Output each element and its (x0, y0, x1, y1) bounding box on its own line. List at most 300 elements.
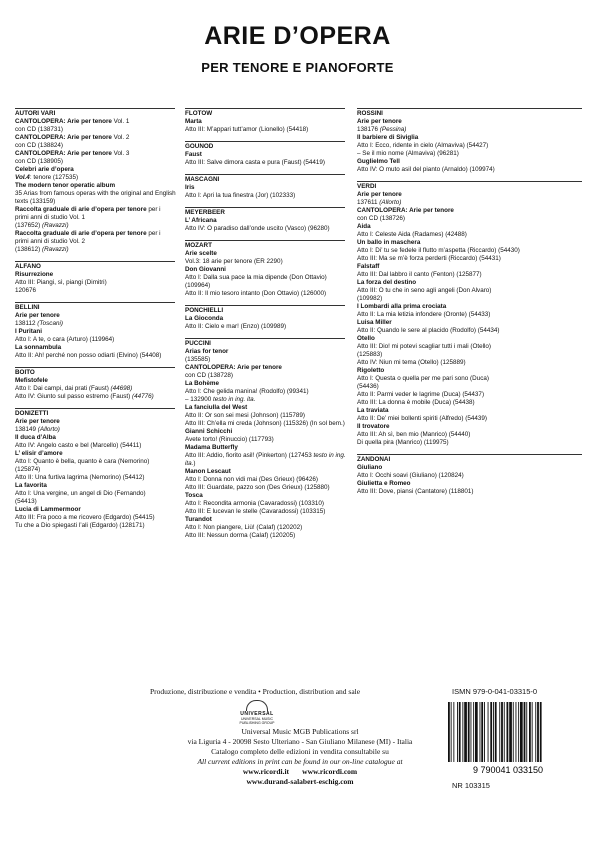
composer-section (15, 367, 175, 401)
catalogue-text: primi anni di studio Vol. 1 (15, 214, 86, 221)
barcode-bar (526, 702, 527, 762)
barcode-bar (459, 702, 461, 762)
catalogue-line (15, 287, 175, 295)
catalogue-text: Vol.3: 18 arie per tenore (ER 2290) (185, 258, 283, 265)
catalogue-text: I Puritani (15, 328, 42, 335)
catalogue-line (357, 295, 582, 303)
catalogue-text: Atto III: La donna è mobile (Duca) (54438) (357, 399, 475, 406)
catalogue-text: Atto III: Ma se m’è forza perderti (Riccardo) (54431) (357, 255, 501, 262)
column-1 (15, 106, 175, 537)
catalogue-line (15, 118, 175, 126)
catalogue-text: 138149 (15, 426, 38, 433)
catalogue-text: Lucia di Lammermoor (15, 506, 81, 513)
catalogue-text: Atto IV: O muto asil del pianto (Arnaldo) (109974) (357, 166, 495, 173)
barcode-bar (499, 702, 500, 762)
barcode-bar (507, 702, 509, 762)
catalogue-text: Luisa Miller (357, 319, 392, 326)
catalogue-text: Raccolta graduale di arie d’opera per tenore (15, 206, 147, 213)
catalogue-line (357, 383, 582, 391)
catalogue-text: Atto III: Piangi, sì, piangi (Dimitri) (15, 279, 107, 286)
catalogue-line (357, 287, 582, 295)
catalogue-text: Atto I: Non piangere, Liù! (Calaf) (120202) (185, 524, 303, 531)
catalogue-line (357, 263, 582, 271)
catalogue-text: Tosca (185, 492, 203, 499)
barcode-bar (509, 702, 512, 762)
catalogue-line (357, 215, 582, 223)
catalogue-text: Il trovatore (357, 423, 390, 430)
barcode-bar (495, 702, 497, 762)
composer-section (185, 305, 345, 331)
catalogue-text: Arie scelte (185, 250, 217, 257)
catalogue-text: Marta (185, 118, 202, 125)
catalogue-line (185, 266, 345, 274)
catalogue-line (357, 134, 582, 142)
composer-section (185, 338, 345, 540)
catalogue-line (185, 364, 345, 372)
catalogue-text: (137652) (15, 222, 42, 229)
composer-name: GOUNOD (185, 141, 345, 151)
catalogue-line (357, 207, 582, 215)
barcode-bar (453, 702, 454, 762)
barcode (438, 700, 578, 775)
catalogue-line (357, 279, 582, 287)
catalogue-text: Atto I: Ecco, ridente in cielo (Almaviva) (54427) (357, 142, 489, 149)
catalogue-text: Celebri arie d’opera (15, 166, 74, 173)
catalogue-line (15, 426, 175, 434)
composer-name: AUTORI VARI (15, 108, 175, 118)
barcode-bar (535, 702, 536, 762)
catalogue-line (357, 359, 582, 367)
catalogue-text: Iris (185, 184, 195, 191)
composer-section (357, 454, 582, 496)
catalogue-line (357, 303, 582, 311)
catalogue-line (185, 192, 345, 200)
catalogue-line (357, 327, 582, 335)
barcode-bar (493, 702, 494, 762)
catalogue-text: Arie per tenore (357, 118, 402, 125)
composer-name: BOITO (15, 367, 175, 377)
catalogue-line (185, 436, 345, 444)
catalogue-text: CANTOLOPERA: Arie per tenore (15, 150, 112, 157)
composer-name: VERDI (357, 181, 582, 191)
catalogue-text: Atto IV: O paradiso dall’onde uscito (Vasco) (96280) (185, 225, 330, 232)
catalogue-line (357, 118, 582, 126)
catalogue-line (15, 134, 175, 142)
catalogue-text: Rigoletto (357, 367, 385, 374)
catalogue-text: Il duca d’Alba (15, 434, 56, 441)
catalogue-line (15, 158, 175, 166)
catalogue-text: Vol. 2 (111, 134, 130, 141)
catalogue-text: L’ elisir d’amore (15, 450, 63, 457)
barcode-bar (504, 702, 505, 762)
catalogue-line (15, 418, 175, 426)
catalogue-line (15, 450, 175, 458)
catalogue-text: (135585) (185, 356, 211, 363)
catalogue-line (15, 393, 175, 401)
catalogue-line (15, 312, 175, 320)
catalogue-text: Atto IV: Giunto sul passo estremo (Faust) (15, 393, 133, 400)
catalogue-line (357, 399, 582, 407)
catalogue-text: Atto I: Occhi soavi (Giuliano) (120824) (357, 472, 464, 479)
catalogue-text: (44776) (132, 393, 154, 400)
catalogue-line (185, 396, 345, 404)
catalogue-text: CANTOLOPERA: Arie per tenore (15, 118, 112, 125)
catalogue-text: Raccolta graduale di arie d’opera per tenore (15, 230, 147, 237)
catalogue-line (15, 336, 175, 344)
catalogue-line (15, 466, 175, 474)
catalogue-line (15, 506, 175, 514)
catalogue-text: con CD (138726) (357, 215, 405, 222)
catalogue-line (15, 328, 175, 336)
publisher-name: Universal Music MGB Publications srl (241, 727, 359, 736)
catalogue-line (15, 182, 175, 190)
catalogue-line (357, 431, 582, 439)
catalogue-text: (138612) (15, 246, 42, 253)
catalogue-text: (Ravazzi) (41, 246, 69, 253)
catalogue-text: Falstaff (357, 263, 380, 270)
catalogue-text: Atto III: Ah sì, ben mio (Manrico) (54440) (357, 431, 471, 438)
catalogue-text: Di quella pira (Manrico) (119975) (357, 439, 449, 446)
catalogue-text: (109982) (357, 295, 383, 302)
catalogue-text: (125883) (357, 351, 383, 358)
catalogue-line (185, 452, 345, 460)
barcode-bar (537, 702, 539, 762)
catalogue-line (357, 319, 582, 327)
barcode-bar (457, 702, 458, 762)
catalogue-line (357, 439, 582, 447)
catalogue-text: Atto IV: Angelo casto e bel (Marcello) (54411) (15, 442, 142, 449)
catalogue-text: Otello (357, 335, 375, 342)
catalogue-text: Atto I: Quanto è bella, quanto è cara (Nemorino) (15, 458, 150, 465)
catalogue-line (357, 126, 582, 134)
catalogue-line (185, 484, 345, 492)
catalogue-line (185, 468, 345, 476)
catalogue-text: Atto II: Parmi veder le lagrime (Duca) (54437) (357, 391, 485, 398)
composer-section (15, 408, 175, 530)
catalogue-text: Atto II: Una furtiva lagrima (Nemorino) (54412) (15, 474, 145, 481)
catalogue-line (185, 118, 345, 126)
catalogue-text: CANTOLOPERA: Arie per tenore (185, 364, 282, 371)
catalogue-line (357, 239, 582, 247)
catalogue-line (185, 250, 345, 258)
composer-name: ZANDONAI (357, 454, 582, 464)
catalogue-line (357, 199, 582, 207)
catalogue-line (357, 150, 582, 158)
catalogue-text: La traviata (357, 407, 389, 414)
catalogue-text: Atto I: Questa o quella per me pari sono (Duca) (357, 375, 489, 382)
barcode-bar (481, 702, 483, 762)
catalogue-text: Madama Butterfly (185, 444, 238, 451)
catalogue-text: (Pessina) (379, 126, 407, 133)
catalogue-text: Atto IV: Niun mi tema (Otello) (125889) (357, 359, 466, 366)
catalogue-line (357, 480, 582, 488)
catalogue-line (15, 214, 175, 222)
catalogue-text: Atto II: De’ miei bollenti spiriti (Alfredo) (54439) (357, 415, 487, 422)
publisher-address: via Liguria 4 - 20098 Sesto Ulteriano - San Giuliano Milanese (MI) - Italia (187, 737, 413, 746)
catalogue-text: Atto III: Dio! mi potevi scagliar tutti i mali (Otello) (357, 343, 492, 350)
catalogue-line (357, 142, 582, 150)
catalogue-text: Vol.4 (15, 174, 30, 181)
barcode-bar (480, 702, 481, 762)
catalogue-text: Atto III: O tu che in seno agli angeli (Don Alvaro) (357, 287, 492, 294)
catalogue-text: Vol. 1 (111, 118, 130, 125)
composer-section (185, 108, 345, 134)
logo-line-2: UNIVERSAL MUSIC PUBLISHING GROUP (239, 717, 275, 725)
catalogue-line (185, 388, 345, 396)
catalogue-text: Mefistofele (15, 377, 48, 384)
catalogue-line (357, 166, 582, 174)
catalogue-line (15, 377, 175, 385)
catalogue-line (357, 375, 582, 383)
catalogue-line (357, 271, 582, 279)
composer-name: DONIZETTI (15, 408, 175, 418)
catalogue-line (15, 142, 175, 150)
catalogue-line (185, 500, 345, 508)
barcode-bar (471, 702, 472, 762)
composer-section (357, 108, 582, 174)
catalogue-line (357, 367, 582, 375)
catalogue-line (15, 198, 175, 206)
barcode-bar (529, 702, 531, 762)
composer-section (185, 141, 345, 167)
catalogue-line (357, 223, 582, 231)
catalogue-line (357, 351, 582, 359)
catalogue-text: (125874) (15, 466, 41, 473)
catalogue-line (185, 404, 345, 412)
catalogue-line (357, 415, 582, 423)
catalogue-line (15, 434, 175, 442)
catalogue-text: La Gioconda (185, 315, 224, 322)
catalogue-line (357, 191, 582, 199)
catalogue-number: NR 103315 (452, 781, 490, 790)
barcode-bar (518, 702, 519, 762)
catalogue-line (15, 230, 175, 238)
composer-section (357, 181, 582, 447)
barcode-bar (462, 702, 463, 762)
catalogue-text: 137611 (357, 199, 380, 206)
catalogue-text: Atto III: Nessun dorma (Calaf) (120205) (185, 532, 296, 539)
catalogue-text: Turandot (185, 516, 212, 523)
barcode-bar (532, 702, 533, 762)
catalogue-text: Atto I: Di’ tu se fedele il flutto m’aspetta (Riccardo) (54430) (357, 247, 520, 254)
catalogue-line (15, 222, 175, 230)
catalogue-text: Atto I: Apri la tua finestra (Jor) (102333) (185, 192, 296, 199)
catalogue-line (185, 412, 345, 420)
catalogue-line (185, 372, 345, 380)
ismn-code: ISMN 979-0-041-03315-0 (452, 687, 538, 696)
catalogue-line (15, 498, 175, 506)
catalogue-text: Atto I: Recondita armonia (Cavaradossi) (103310) (185, 500, 324, 507)
catalogue-line (15, 150, 175, 158)
catalogue-text: (Allorto) (37, 426, 60, 433)
catalogue-line (357, 311, 582, 319)
catalogue-line (357, 407, 582, 415)
composer-name: FLOTOW (185, 108, 345, 118)
catalogue-line (15, 126, 175, 134)
catalogue-text: Arie per tenore (15, 418, 60, 425)
catalogue-it: Catalogo completo delle edizioni in vendita consultabile su (211, 747, 389, 756)
logo-line-1: UNIVERSAL (240, 711, 274, 717)
catalogue-text: The modern tenor operatic album (15, 182, 116, 189)
composer-name: MASCAGNI (185, 174, 345, 184)
website-urls: www.ricordi.it www.ricordi.com (242, 767, 358, 776)
publisher-block (150, 727, 450, 787)
catalogue-line (15, 474, 175, 482)
catalogue-text: (109964) (185, 282, 211, 289)
catalogue-text: (54413) (15, 498, 37, 505)
catalogue-text: Atto III: Dove, piansi (Cantatore) (118801) (357, 488, 474, 495)
catalogue-line (15, 206, 175, 214)
catalogue-text: (Allorto) (379, 199, 402, 206)
catalogue-text: testo in ing. (313, 452, 346, 459)
catalogue-line (185, 258, 345, 266)
universal-logo (237, 700, 277, 725)
catalogue-text: Atto III: M’appari tutt’amor (Lionello) (54418) (185, 126, 309, 133)
catalogue-text: Arias for tenor (185, 348, 229, 355)
barcode-bar (520, 702, 523, 762)
catalogue-line (357, 231, 582, 239)
catalogue-text: Tu che a Dio spiegasti l’ali (Edgardo) (128171) (15, 522, 145, 529)
catalogue-text: primi anni di studio Vol. 2 (15, 238, 86, 245)
catalogue-text: Avete torto! (Rinuccio) (117793) (185, 436, 274, 443)
catalogue-text: Manon Lescaut (185, 468, 231, 475)
catalogue-text: Atto III: Salve dimora casta e pura (Faust) (54419) (185, 159, 325, 166)
catalogue-text: 138176 (357, 126, 380, 133)
catalogue-line (185, 282, 345, 290)
catalogue-text: Aida (357, 223, 371, 230)
composer-name: ROSSINI (357, 108, 582, 118)
composer-name: ALFANO (15, 261, 175, 271)
catalogue-en: All current editions in print can be found in our on-line catalogue at (197, 757, 403, 766)
barcode-bar (448, 702, 450, 762)
catalogue-text: Risurrezione (15, 271, 54, 278)
catalogue-text: La Bohème (185, 380, 219, 387)
catalogue-line (185, 225, 345, 233)
catalogue-line (357, 335, 582, 343)
catalogue-text: con CD (138824) (15, 142, 63, 149)
catalogue-line (185, 356, 345, 364)
barcode-bar (475, 702, 478, 762)
catalogue-text: Atto II: Or son sei mesi (Johnson) (115789) (185, 412, 305, 419)
catalogue-line (15, 344, 175, 352)
catalogue-text: per i (146, 230, 161, 237)
composer-section (15, 108, 175, 254)
catalogue-line (15, 271, 175, 279)
column-2 (185, 106, 345, 547)
catalogue-line (15, 166, 175, 174)
catalogue-text: per i (146, 206, 161, 213)
catalogue-line (185, 159, 345, 167)
catalogue-text: con CD (138731) (15, 126, 63, 133)
catalogue-text: La fanciulla del West (185, 404, 248, 411)
catalogue-text: Atto I: Dalla sua pace la mia dipende (Don Ottavio) (185, 274, 327, 281)
catalogue-line (357, 158, 582, 166)
catalogue-line (185, 126, 345, 134)
catalogue-text: ) (193, 460, 196, 467)
catalogue-line (357, 247, 582, 255)
catalogue-line (15, 514, 175, 522)
catalogue-text: Atto II: La mia letizia infondere (Oronte) (54433) (357, 311, 491, 318)
catalogue-text: Atto II: Ah! perché non posso odiarti (Elvino) (54408) (15, 352, 162, 359)
catalogue-line (185, 524, 345, 532)
catalogue-text: Vol. 3 (111, 150, 130, 157)
catalogue-text: – Se il mio nome (Almaviva) (96281) (357, 150, 459, 157)
catalogue-line (357, 488, 582, 496)
catalogue-text: 120676 (15, 287, 37, 294)
catalogue-text: texts (133159) (15, 198, 56, 205)
barcode-number: 9 790041 033150 (472, 765, 544, 775)
barcode-bar (473, 702, 474, 762)
catalogue-line (15, 482, 175, 490)
catalogue-text: La sonnambula (15, 344, 62, 351)
catalogue-text: Gianni Schicchi (185, 428, 233, 435)
catalogue-text: 35 Arias from famous operas with the original and English (15, 190, 176, 197)
catalogue-line (357, 391, 582, 399)
catalogue-line (185, 508, 345, 516)
composer-section (185, 240, 345, 298)
barcode-bar (488, 702, 489, 762)
catalogue-line (15, 174, 175, 182)
catalogue-line (185, 460, 345, 468)
catalogue-line (15, 238, 175, 246)
barcode-bar (501, 702, 503, 762)
catalogue-text: Atto III: Fra poco a me ricovero (Edgardo) (54415) (15, 514, 155, 521)
catalogue-line (15, 458, 175, 466)
catalogue-text: CANTOLOPERA: Arie per tenore (357, 207, 454, 214)
catalogue-text: Giuliano (357, 464, 383, 471)
composer-name: PUCCINI (185, 338, 345, 348)
catalogue-line (357, 423, 582, 431)
composer-section (185, 174, 345, 200)
catalogue-line (185, 217, 345, 225)
composer-name: BELLINI (15, 302, 175, 312)
catalogue-text: Atto III: Ch’ella mi creda (Johnson) (115326) (In sol bem.) (185, 420, 345, 427)
catalogue-line (185, 516, 345, 524)
catalogue-line (185, 476, 345, 484)
composer-name: MOZART (185, 240, 345, 250)
catalogue-text: Don Giovanni (185, 266, 226, 273)
catalogue-line (185, 444, 345, 452)
catalogue-text: Guglielmo Tell (357, 158, 400, 165)
catalogue-text: (44698) (110, 385, 133, 392)
catalogue-line (185, 184, 345, 192)
catalogue-line (357, 472, 582, 480)
catalogue-text: 138112 (15, 320, 38, 327)
catalogue-line (185, 348, 345, 356)
catalogue-text: Atto I: Che gelida manina! (Rodolfo) (99341) (185, 388, 309, 395)
catalogue-text: Atto I: Una vergine, un angel di Dio (Fernando) (15, 490, 146, 497)
catalogue-line (185, 315, 345, 323)
catalogue-line (185, 380, 345, 388)
catalogue-text: Atto I: Dai campi, dai prati (Faust) (15, 385, 111, 392)
catalogue-line (15, 246, 175, 254)
catalogue-text: Giulietta e Romeo (357, 480, 411, 487)
catalogue-text: (54436) (357, 383, 379, 390)
catalogue-line (15, 190, 175, 198)
catalogue-line (185, 492, 345, 500)
catalogue-line (185, 151, 345, 159)
catalogue-text: con CD (138905) (15, 158, 63, 165)
catalogue-text: La favorita (15, 482, 47, 489)
composer-name: MEYERBEER (185, 207, 345, 217)
column-3 (357, 106, 582, 503)
catalogue-line (357, 464, 582, 472)
catalogue-text: (Ravazzi) (41, 222, 69, 229)
catalogue-text: Atto II: Cielo e mar! (Enzo) (109989) (185, 323, 287, 330)
catalogue-text: CANTOLOPERA: Arie per tenore (15, 134, 112, 141)
catalogue-text: (Toscani) (37, 320, 63, 327)
distribution-text: Produzione, distribuzione e vendita • Production, distribution and sale (150, 687, 361, 696)
